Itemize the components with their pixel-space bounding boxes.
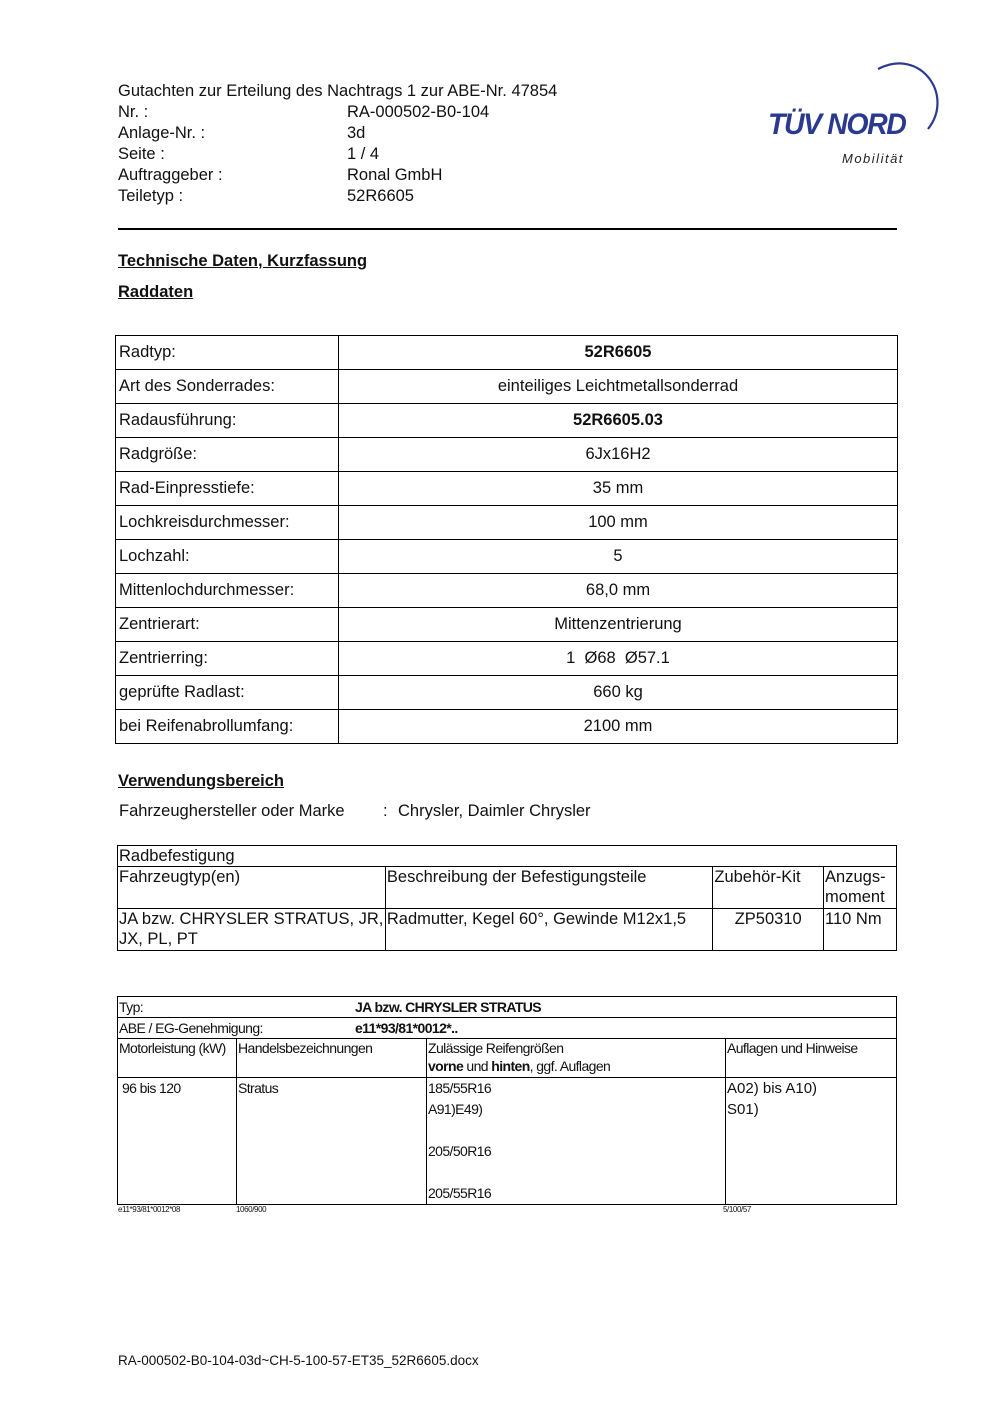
section-title-raddaten: Raddaten — [118, 283, 194, 301]
header-zubehoer-kit: Zubehör-Kit — [713, 867, 824, 909]
table-row — [116, 336, 898, 370]
row-value: 660 kg — [339, 676, 898, 710]
cell-motorleistung: 96 bis 120 — [118, 1078, 237, 1205]
header-auflagen: Auflagen und Hinweise — [726, 1039, 897, 1078]
cell-zubehoer-kit: ZP50310 — [713, 909, 824, 951]
reifen-spacer — [428, 1120, 724, 1141]
abe-value: e11*93/81*0012*.. — [355, 1020, 458, 1036]
header-reifen-line1: Zulässige Reifengrößen — [428, 1040, 564, 1056]
document-title: Gutachten zur Erteilung des Nachtrags 1 zur ABE-Nr. 47854 — [118, 82, 558, 100]
typ-table — [117, 996, 897, 1205]
table-row — [116, 472, 898, 506]
row-value: 1 Ø68 Ø57.1 — [339, 642, 898, 676]
table-row — [116, 642, 898, 676]
field-label-seite: Seite : — [118, 145, 165, 163]
row-label: bei Reifenabrollumfang: — [116, 710, 339, 744]
header-reifen-line2 — [428, 1057, 724, 1075]
cell-beschreibung: Radmutter, Kegel 60°, Gewinde M12x1,5 — [385, 909, 712, 951]
table-row — [118, 1039, 897, 1078]
auflagen-line: S01) — [727, 1101, 759, 1118]
table-row — [116, 404, 898, 438]
usage-value: Chrysler, Daimler Chrysler — [398, 802, 591, 820]
header-beschreibung: Beschreibung der Befestigungsteile — [385, 867, 712, 909]
table-row — [116, 540, 898, 574]
cell-anzugsmoment: 110 Nm — [824, 909, 897, 951]
row-value: 2100 mm — [339, 710, 898, 744]
table-row — [116, 574, 898, 608]
footer-filename: RA-000502-B0-104-03d~CH-5-100-57-ET35_52R6605.docx — [118, 1353, 479, 1368]
small-note-handel: 1060/900 — [236, 1205, 267, 1214]
header-reifen-rest: , ggf. Auflagen — [529, 1058, 611, 1074]
header-reifen-vorne: vorne — [428, 1058, 464, 1074]
field-value-teiletyp: 52R6605 — [347, 187, 414, 205]
abe-row — [118, 1018, 897, 1039]
field-label-teiletyp: Teiletyp : — [118, 187, 184, 205]
reifen-line: 205/55R16 — [428, 1185, 492, 1201]
row-value: 68,0 mm — [339, 574, 898, 608]
field-label-anlage: Anlage-Nr. : — [118, 124, 206, 142]
table-row — [118, 867, 897, 909]
befestigung-table — [117, 845, 897, 951]
table-row — [118, 1018, 897, 1039]
field-value-seite: 1 / 4 — [347, 145, 380, 163]
row-label: Lochzahl: — [116, 540, 339, 574]
typ-label: Typ: — [119, 999, 144, 1015]
row-value: 6Jx16H2 — [339, 438, 898, 472]
row-value: 52R6605.03 — [339, 404, 898, 438]
field-value-nr: RA-000502-B0-104 — [347, 103, 490, 121]
raddaten-table — [115, 335, 898, 744]
cell-auflagen — [726, 1078, 897, 1205]
section-title-tech: Technische Daten, Kurzfassung — [118, 252, 368, 270]
section-title-verwendung: Verwendungsbereich — [118, 772, 284, 790]
logo-wordmark: TÜV NORD — [768, 108, 906, 141]
reifen-line: 205/50R16 — [428, 1143, 492, 1159]
cell-handelsbezeichnung: Stratus — [237, 1078, 427, 1205]
header-reifen-und: und — [463, 1058, 492, 1074]
row-label: Mittenlochdurchmesser: — [116, 574, 339, 608]
row-label: Lochkreisdurchmesser: — [116, 506, 339, 540]
row-label: Rad-Einpresstiefe: — [116, 472, 339, 506]
header-fahrzeugtyp: Fahrzeugtyp(en) — [118, 867, 386, 909]
logo-subtitle: Mobilität — [842, 151, 904, 166]
field-label-nr: Nr. : — [118, 103, 149, 121]
table-row — [116, 370, 898, 404]
small-note-abe: e11*93/81*0012*08 — [118, 1205, 181, 1214]
usage-separator: : — [383, 802, 388, 820]
reifen-spacer — [428, 1162, 724, 1183]
table-row — [116, 608, 898, 642]
row-label: Art des Sonderrades: — [116, 370, 339, 404]
header-reifengroessen — [427, 1039, 726, 1078]
befestigung-title: Radbefestigung — [118, 846, 897, 867]
typ-value: JA bzw. CHRYSLER STRATUS — [355, 999, 542, 1015]
table-row — [118, 997, 897, 1018]
small-note-auflagen: 5/100/57 — [723, 1205, 751, 1214]
table-row — [116, 506, 898, 540]
row-label: Radgröße: — [116, 438, 339, 472]
row-value: 52R6605 — [339, 336, 898, 370]
table-row — [118, 1078, 897, 1205]
table-row — [116, 438, 898, 472]
header-anzugsmoment: Anzugs-moment — [824, 867, 897, 909]
reifen-line: 185/55R16 — [428, 1080, 492, 1096]
cell-reifen — [427, 1078, 726, 1205]
usage-line — [119, 802, 591, 821]
tuv-nord-logo — [760, 55, 945, 175]
row-label: Radausführung: — [116, 404, 339, 438]
row-label: Zentrierart: — [116, 608, 339, 642]
usage-label: Fahrzeughersteller oder Marke — [119, 802, 345, 820]
field-value-auftraggeber: Ronal GmbH — [347, 166, 443, 184]
reifen-line: A91)E49) — [428, 1101, 483, 1117]
row-value: 5 — [339, 540, 898, 574]
row-value: 100 mm — [339, 506, 898, 540]
row-label: geprüfte Radlast: — [116, 676, 339, 710]
table-row — [118, 909, 897, 951]
row-value: einteiliges Leichtmetallsonderrad — [339, 370, 898, 404]
row-value: Mittenzentrierung — [339, 608, 898, 642]
header-reifen-hinten: hinten — [491, 1058, 530, 1074]
cell-fahrzeugtyp: JA bzw. CHRYSLER STRATUS, JR, JX, PL, PT — [118, 909, 386, 951]
auflagen-line: A02) bis A10) — [727, 1080, 818, 1097]
table-row — [116, 710, 898, 744]
table-row — [116, 676, 898, 710]
abe-label: ABE / EG-Genehmigung: — [119, 1020, 263, 1036]
field-value-anlage: 3d — [347, 124, 366, 142]
table-row — [118, 846, 897, 867]
row-label: Radtyp: — [116, 336, 339, 370]
header-divider — [118, 228, 897, 230]
row-value: 35 mm — [339, 472, 898, 506]
typ-row — [118, 997, 897, 1018]
header-handelsbezeichnungen: Handelsbezeichnungen — [237, 1039, 427, 1078]
row-label: Zentrierring: — [116, 642, 339, 676]
header-motorleistung: Motorleistung (kW) — [118, 1039, 237, 1078]
field-label-auftraggeber: Auftraggeber : — [118, 166, 223, 184]
